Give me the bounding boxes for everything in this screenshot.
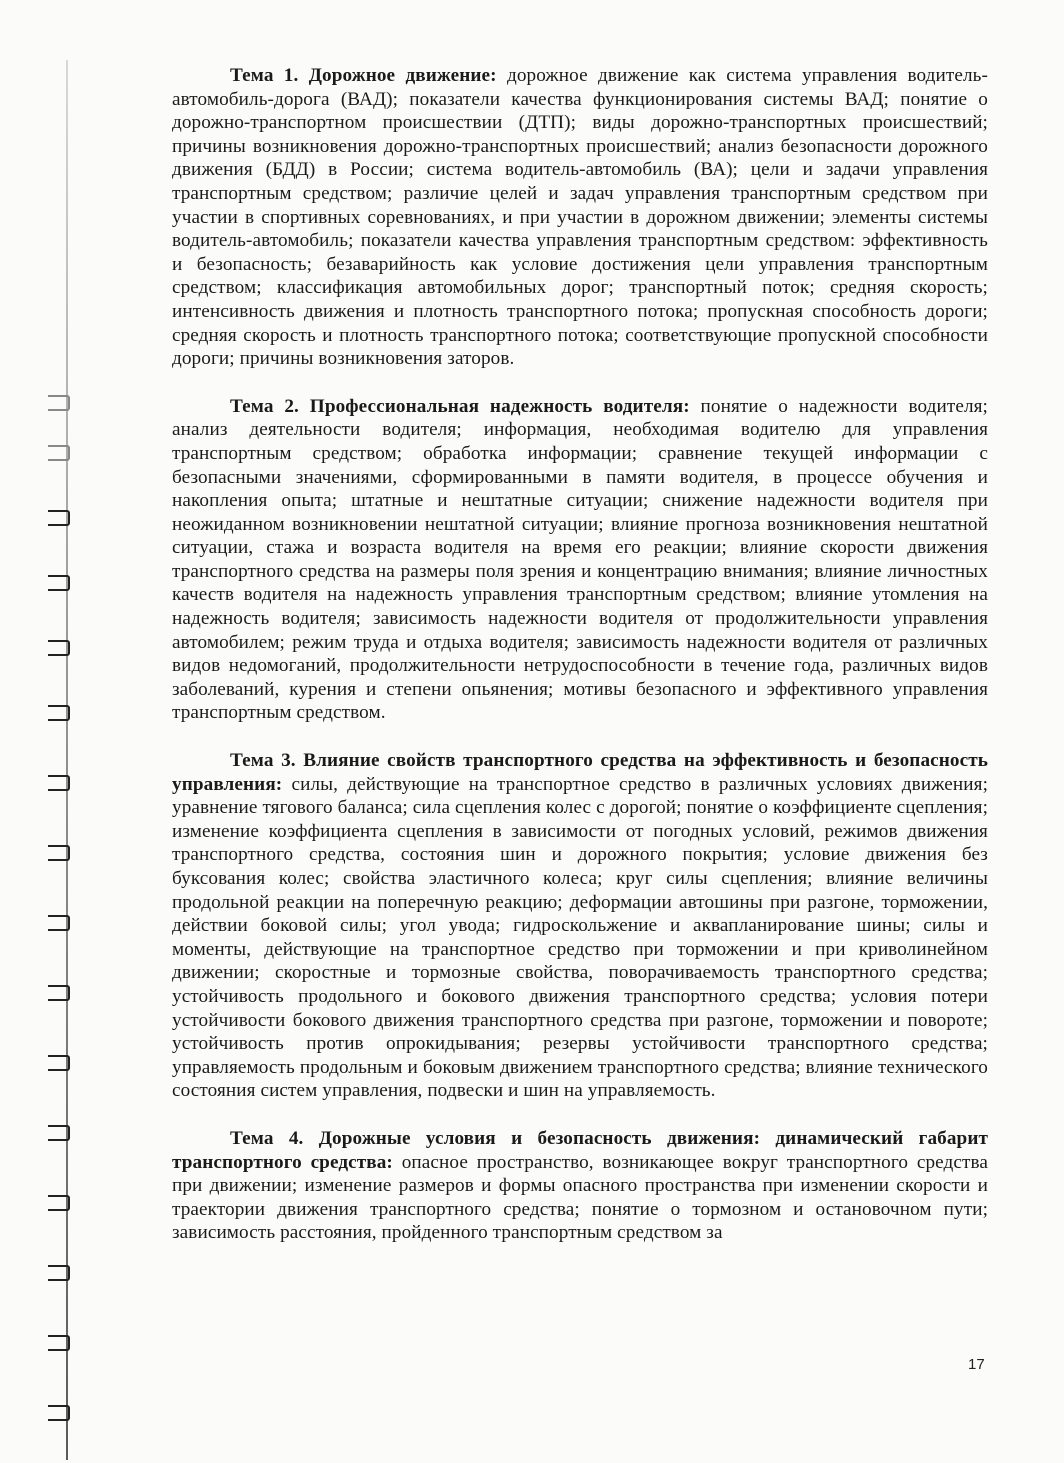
binding-ring bbox=[48, 1265, 70, 1281]
topic-1-paragraph bbox=[172, 64, 988, 371]
topic-2-heading: Тема 2. Профессиональная надежность водителя: bbox=[230, 395, 690, 417]
binding-ring bbox=[48, 1405, 70, 1421]
topic-4-heading: Тема 4. Дорожные условия и безопасность движения: динамический габарит транспортного средства: bbox=[172, 1127, 988, 1173]
binding-ring bbox=[48, 705, 70, 721]
binding-ring bbox=[48, 1335, 70, 1351]
topic-1-body: дорожное движение как система управления водитель-автомобиль-дорога (ВАД); показатели качества функционирования системы ВАД; понятие о дорожно-транспортном происшествии (ДТП); виды дорожно-транспортных происшествий; причины возникновения дорожно-транспортных происшествий; анализ безопасности дорожного движения (БДД) в России; система водитель-автомобиль (ВА); цели и задачи управления транспортным средством; различие целей и задач управления транспортным средством при участии в спортивных соревнованиях, и при участии в дорожном движении; элементы системы водитель-автомобиль; показатели качества управления транспортным средством: эффективность и безопасность; безаварийность как условие достижения цели управления транспортным средством; классификация автомобильных дорог; транспортный поток; средняя скорость; интенсивность движения и плотность транспортного потока; пропускная способность дороги; средняя скорость и плотность транспортного потока; соответствующие пропускной способности дороги; причины возникновения заторов. bbox=[172, 65, 988, 370]
binding-ring bbox=[48, 845, 70, 861]
spiral-binding bbox=[0, 0, 80, 1463]
topic-2-body: понятие о надежности водителя; анализ деятельности водителя; информация, необходимая водителю для управления транспортным средством; обработка информации; сравнение текущей информации с безопасными значениями, сформированными в памяти водителя, в процессе обучения и накопления опыта; штатные и нештатные ситуации; снижение надежности водителя при неожиданном возникновении нештатной ситуации; влияние прогноза возникновения нештатной ситуации, стажа и возраста водителя на время его реакции; влияние скорости движения транспортного средства на размеры поля зрения и концентрацию внимания; влияние личностных качеств водителя на надежность управления транспортным средством; влияние утомления на надежность водителя; зависимость надежности водителя от продолжительности управления автомобилем; режим труда и отдыха водителя; зависимость надежности водителя от различных видов недомоганий, продолжительности нетрудоспособности в течение года, различных видов заболеваний, курения и степени опьянения; мотивы безопасного и эффективного управления транспортным средством. bbox=[172, 395, 988, 724]
topic-4-paragraph bbox=[172, 1127, 988, 1245]
binding-ring bbox=[48, 575, 70, 591]
binding-ring bbox=[48, 395, 70, 411]
topic-3-body: силы, действующие на транспортное средство в различных условиях движения; уравнение тягового баланса; сила сцепления колес с дорогой; понятие о коэффициенте сцепления; изменение коэффициента сцепления в зависимости от погодных условий, режимов движения транспортного средства, состояния шин и дорожного покрытия; условие движения без буксования колес; свойства эластичного колеса; круг силы сцепления; влияние величины продольной реакции на поперечную реакцию; деформации автошины при разгоне, торможении, действии боковой силы; угол увода; гидроскольжение и аквапланирование шины; силы и моменты, действующие на транспортное средство при торможении и при криволинейном движении; скоростные и тормозные свойства, поворачиваемость транспортного средства; устойчивость продольного и бокового движения транспортного средства; условия потери устойчивости бокового движения транспортного средства при разгоне, торможении и повороте; устойчивость против опрокидывания; резервы устойчивости транспортного средства; управляемость продольным и боковым движением транспортного средства; влияние технического состояния систем управления, подвески и шин на управляемость. bbox=[172, 773, 988, 1102]
binding-ring bbox=[48, 640, 70, 656]
binding-ring bbox=[48, 1195, 70, 1211]
binding-ring bbox=[48, 510, 70, 526]
binding-edge bbox=[66, 60, 68, 1460]
topic-1-heading: Тема 1. Дорожное движение: bbox=[230, 65, 497, 86]
binding-ring bbox=[48, 985, 70, 1001]
topic-2-paragraph bbox=[172, 395, 988, 725]
page-number: 17 bbox=[968, 1356, 985, 1373]
binding-ring bbox=[48, 445, 70, 461]
topic-3-paragraph bbox=[172, 749, 988, 1103]
document-body bbox=[172, 64, 988, 1269]
topic-3-heading: Тема 3. Влияние свойств транспортного средства на эффективность и безопасность управления: bbox=[172, 750, 988, 795]
binding-ring bbox=[48, 915, 70, 931]
topic-4-body: опасное пространство, возникающее вокруг транспортного средства при движении; изменение размеров и формы опасного пространства при изменении скорости и траектории движения транспортного средства; понятие о тормозном и остановочном пути; зависимость расстояния, пройденного транспортным средством за bbox=[172, 1151, 988, 1244]
binding-ring bbox=[48, 1055, 70, 1071]
binding-ring bbox=[48, 1125, 70, 1141]
binding-ring bbox=[48, 775, 70, 791]
